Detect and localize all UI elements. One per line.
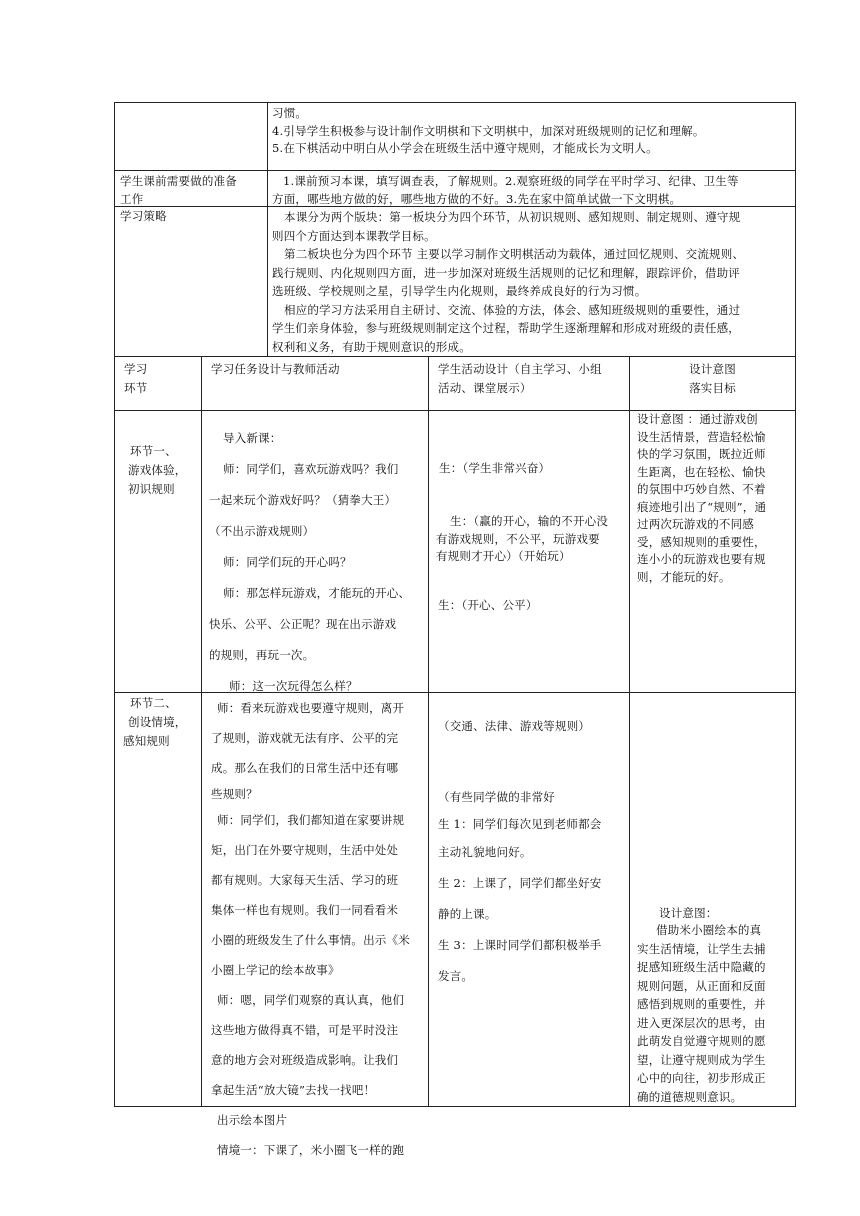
prep-content [272, 173, 793, 208]
teacher-line: 成。那么在我们的日常生活中还有哪 [211, 761, 399, 775]
objective-line: 5.在下棋活动中明白从小学会在班级生活中遵守规则，才能成长为文明人。 [272, 141, 658, 155]
table-border-top [114, 102, 796, 103]
table-border-left [114, 102, 115, 1107]
teacher-line: 集体一样也有规则。我们一同看看米 [211, 903, 399, 917]
teacher-line: 这些地方做得真不错，可是平时没注 [211, 1023, 399, 1037]
stage1-student-response-2: 生：（赢的开心，输的不开心没 有游戏规则，不公平，玩游戏要 有规则才开心）（开始玩） [436, 514, 609, 563]
strategy-label: 学习策略 [120, 209, 167, 223]
objective-line: 4.引导学生积极参与设计制作文明棋和下文明棋中，加深对班级规则的记忆和理解。 [272, 123, 705, 138]
stage2-design-intent: 借助米小圈绘本的真 实生活情境，让学生去捕 捉感知班级生活中隐藏的 规则问题，从正面和反面 感悟到规则的重要性，并 进入更深层次的思考，由 此萌发自觉遵守规则的愿 望，让遵守规则成为学生 心中的向往，初步形成正 确的道德规则意识。 [637, 923, 766, 1104]
col-divider-top [267, 102, 268, 356]
prep-label: 学生课前需要做的准备 工作 [120, 174, 237, 206]
stage1-student-response-3: 生：（开心、公平） [438, 598, 538, 612]
strategy-line: 权利和义务，有助于规则意识的形成。 [272, 339, 471, 354]
teacher-line: 意的地方会对班级造成影响。让我们 [211, 1053, 399, 1067]
strategy-content [272, 208, 792, 356]
col-divider-1 [201, 356, 202, 1107]
teacher-line: 师：那怎样玩游戏，才能玩的开心、 [223, 586, 411, 600]
strategy-line: 相应的学习方法采用自主研讨、交流、体验的方法，体会、感知班级规则的重要性，通过 [284, 302, 741, 317]
teacher-line: 师：同学们玩的开心吗？ [223, 555, 352, 569]
teacher-line: 师：同学们，我们都知道在家要讲规 [217, 813, 405, 827]
stage2-student-responses: （有些同学做的非常好 生 1：同学们每次见到老师都会 主动礼貌地问好。 生 2：上课了，同学们都坐好安 静的上课。 生 3：上课时同学们都积极举手 发言。 [438, 790, 602, 983]
teacher-line: 些规则？ [211, 787, 258, 801]
row-divider-header [114, 356, 796, 357]
stage2-teacher-activity [211, 693, 428, 1165]
teacher-line: 了规则，游戏就无法有序、公平的完 [211, 731, 399, 745]
teacher-line: 情境一：下课了，米小圈飞一样的跑 [217, 1143, 405, 1157]
strategy-line: 选班级、学校规则之星，引导学生内化规则，最终养成良好的行为习惯。 [272, 284, 647, 298]
objective-line: 习惯。 [272, 106, 308, 120]
teacher-line: 师：看来玩游戏也要遵守规则，离开 [217, 701, 405, 715]
stage1-design-intent: 设计意图 ：通过游戏创 设生活情景，营造轻松愉 快的学习氛围，既拉近师 生距离，也在轻松、愉快 的氛围中巧妙自然、不着 痕迹地引出了“规则”，通 过两次玩游戏的不同感 受，感知规则的重要性， 连小小的玩游戏也要有规 则，才能玩的好。 [637, 412, 767, 584]
row-divider-prep [114, 170, 796, 171]
strategy-line: 第二板块也分为四个环节 主要以学习制作文明棋活动为载体，通过回忆规则、交流规则、 [284, 247, 745, 261]
teacher-line: 出示绘本图片 [217, 1113, 288, 1127]
header-stage: 学习 环节 [124, 362, 148, 395]
teacher-line: 都有规则。大家每天生活、学习的班 [211, 873, 399, 887]
teacher-line: 一起来玩个游戏好吗？（猜拳大王） [209, 493, 397, 507]
objectives-continuation [272, 105, 792, 158]
teacher-line: 师：这一次玩得怎么样？ [229, 679, 358, 693]
header-student-activity: 学生活动设计（自主学习、小组 活动、课堂展示） [438, 362, 602, 395]
strategy-line: 本课分为两个版块：第一板块分为四个环节，从初识规则、感知规则、制定规则、遵守规 [284, 210, 741, 224]
strategy-line: 学生们亲身体验，参与班级规则制定这个过程，帮助学生逐渐理解和形成对班级的责任感， [272, 321, 740, 335]
col-divider-2 [428, 356, 429, 1107]
stage2-design-intent-title: 设计意图： [659, 906, 718, 920]
teacher-line: 快乐、公平、公正呢？现在出示游戏 [209, 617, 397, 631]
stage2-student-response-1: （交通、法律、游戏等规则） [438, 719, 591, 733]
teacher-line: 拿起生活“放大镜”去找一找吧！ [211, 1083, 376, 1097]
strategy-line: 践行规则、内化规则四方面，进一步加深对班级生活规则的记忆和理解，跟踪评价，借助评 [272, 265, 740, 280]
col-divider-3 [629, 356, 630, 1107]
stage1-student-response-1: 生：（学生非常兴奋） [439, 461, 551, 475]
prep-line: 1.课前预习本课，填写调查表，了解规则。2.观察班级的同学在平时学习、纪律、卫生等 [283, 174, 739, 188]
teacher-line: 小圈的班级发生了什么事情。出示《米 [211, 933, 410, 947]
teacher-line: 师：同学们，喜欢玩游戏吗？我们 [223, 462, 399, 476]
teacher-line: 矩，出门在外要守规则，生活中处处 [211, 843, 399, 857]
header-teacher-activity: 学习任务设计与教师活动 [211, 362, 340, 376]
prep-line: 方面，哪些地方做的好，哪些地方做的不好。3.先在家中简单试做一下文明棋。 [272, 191, 682, 206]
strategy-line: 则四个方面达到本课教学目标。 [272, 228, 436, 243]
header-design-intent: 设计意图 落实目标 [689, 362, 736, 395]
teacher-line: 小圈上学记的绘本故事》 [211, 963, 340, 977]
teacher-line: 导入新课： [223, 431, 282, 445]
stage2-label: 环节二、 创设情境， 感知规则 [123, 696, 187, 748]
teacher-line: 师：嗯，同学们观察的真认真，他们 [217, 993, 405, 1007]
table-border-right [795, 102, 796, 1107]
teacher-line: （不出示游戏规则） [209, 524, 315, 538]
stage1-label: 环节一、 游戏体验， 初识规则 [128, 444, 187, 496]
stage1-teacher-activity [209, 423, 427, 702]
teacher-line: 的规则，再玩一次。 [209, 648, 315, 662]
